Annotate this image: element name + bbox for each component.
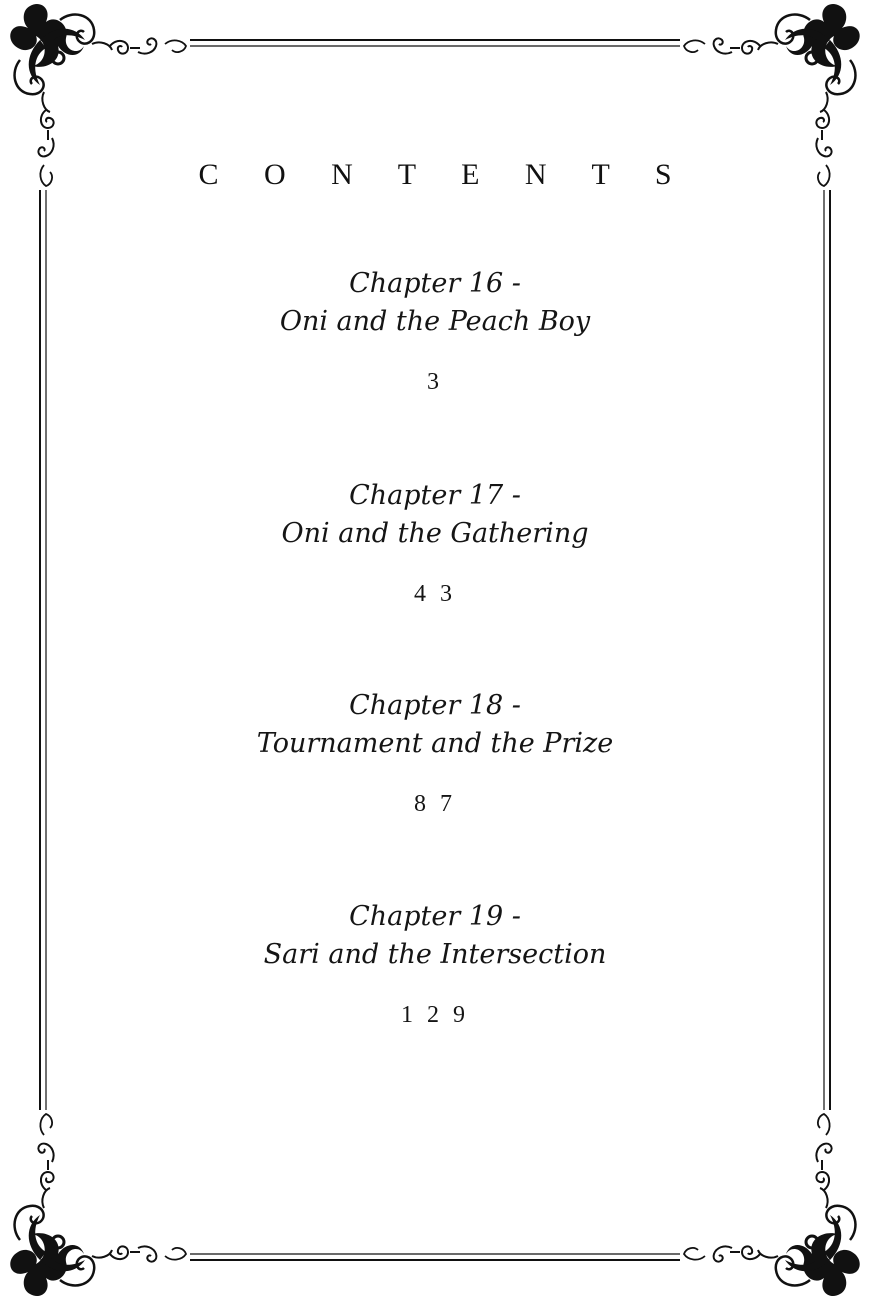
- chapter-title: Oni and the Gathering: [281, 518, 589, 549]
- chapter-number: Chapter 17 -: [349, 480, 521, 511]
- chapter-number: Chapter 19 -: [349, 901, 521, 932]
- toc-entry[interactable]: [0, 687, 870, 818]
- toc-entry[interactable]: [0, 477, 870, 608]
- chapter-title: Oni and the Peach Boy: [279, 306, 591, 337]
- chapter-title: Sari and the Intersection: [263, 939, 607, 970]
- toc-entry[interactable]: [0, 898, 870, 1029]
- fleur-de-lis-corner-icon: [684, 1114, 860, 1296]
- toc-entry[interactable]: [0, 265, 870, 396]
- chapter-title: Tournament and the Prize: [256, 728, 614, 759]
- fleur-de-lis-corner-icon: [10, 1114, 186, 1296]
- page-title: C O N T E N T S: [198, 158, 691, 191]
- chapter-number: Chapter 16 -: [349, 268, 521, 299]
- page-number: 8 7: [414, 791, 456, 817]
- page-number: 4 3: [414, 581, 456, 607]
- page-number: 1 2 9: [401, 1002, 469, 1028]
- page-number: 3: [427, 369, 443, 395]
- chapter-number: Chapter 18 -: [349, 690, 521, 721]
